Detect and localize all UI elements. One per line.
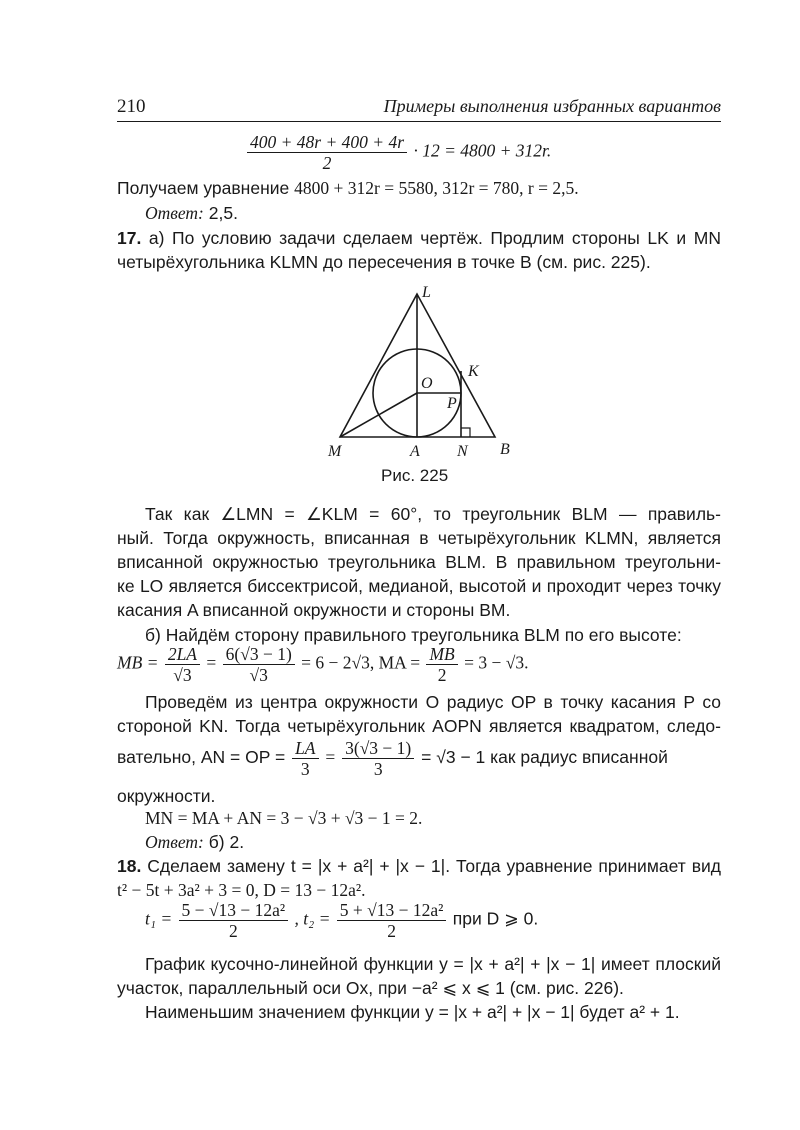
header-rule (117, 121, 721, 122)
para2-f1-num: LA (292, 738, 318, 759)
figure-caption: Рис. 225 (381, 466, 449, 485)
para2-f1-den: 3 (300, 759, 310, 779)
eq-t2-label: , t₂ = (294, 908, 331, 929)
label-O: O (421, 375, 433, 392)
eq-mb-f3-num: MB (426, 644, 457, 665)
eq-mb-lhs: MB = (117, 652, 159, 673)
problem-17-text1: а) По условию задачи сделаем чертёж. Продлим стороны LK и MN (148, 228, 721, 248)
para3-line2: участок, параллельный оси Ox, при −a² ⩽ x ⩽ 1 (см. рис. 226). (117, 978, 624, 998)
para1-line2: ный. Тогда окружность, вписанная в четырёхугольник KLMN, является (117, 528, 721, 548)
para2-line4: окружности. (117, 786, 216, 806)
para2-eq: = (325, 747, 336, 768)
label-K: K (468, 363, 479, 380)
para2-f2-num: 3(√3 − 1) (342, 738, 414, 759)
problem-18-line2: t² − 5t + 3a² + 3 = 0, D = 13 − 12a². (117, 880, 366, 900)
para2-line1: Проведём из центра окружности O радиус OP в точку касания P со (145, 692, 721, 712)
para2-l3-start: вательно, AN = OP = (117, 747, 286, 768)
part-b-line: б) Найдём сторону правильного треугольника BLM по его высоте: (145, 625, 682, 645)
eq-mb-eq: = (206, 652, 217, 673)
label-A: A (410, 443, 420, 460)
eq-mb-f1-num: 2LA (165, 644, 200, 665)
equation-top (245, 132, 551, 173)
label-B: B (500, 441, 510, 458)
problem-17-line1 (117, 226, 721, 250)
eq-t-f2-num: 5 + √13 − 12a² (337, 900, 447, 921)
running-title: Примеры выполнения избранных вариантов (383, 96, 721, 116)
figure-225 (320, 280, 530, 460)
problem-17-number: 17. (117, 228, 142, 248)
label-P: P (447, 395, 457, 412)
problem-17-line2: четырёхугольника KLMN до пересечения в точке B (см. рис. 225). (117, 252, 651, 272)
eq-top-numerator: 400 + 48r + 400 + 4r (247, 132, 407, 153)
eq-mb-end: = 3 − √3. (464, 652, 529, 673)
eq-mb-mid: = 6 − 2√3, MA = (301, 652, 421, 673)
problem-18-number: 18. (117, 856, 142, 876)
answer-17 (145, 830, 721, 854)
para2-f2-den: 3 (373, 759, 383, 779)
answer-17-label: Ответ: (145, 832, 204, 852)
problem-18-line1 (117, 854, 721, 878)
answer-17-value: б) 2. (208, 832, 245, 852)
equation-line-text: Получаем уравнение (117, 178, 295, 198)
eq-top-rest: · 12 = 4800 + 312r. (413, 140, 552, 161)
eq-t-f1-num: 5 − √13 − 12a² (179, 900, 289, 921)
para4-line1: Наименьшим значением функции y = |x + a²| + |x − 1| будет a² + 1. (145, 1002, 680, 1022)
answer-16 (145, 201, 721, 225)
eq-mb-f2-num: 6(√3 − 1) (223, 644, 295, 665)
label-N: N (457, 443, 468, 460)
equation-line (117, 176, 721, 200)
para1-line4: ке LO является биссектрисой, медианой, высотой и проходит через точку (117, 576, 721, 596)
page-number: 210 (117, 96, 146, 117)
para2-line2: стороной KN. Тогда четырёхугольник AOPN является квадратом, следо- (117, 716, 721, 736)
eq-mb-f1-den: √3 (173, 665, 192, 685)
para1-line1: Так как ∠LMN = ∠KLM = 60°, то треугольник BLM — правиль- (145, 504, 721, 524)
label-M: M (328, 443, 342, 460)
equation-line-math: 4800 + 312r = 5580, 312r = 780, r = 2,5. (294, 178, 579, 198)
para1-line5: касания A вписанной окружности и стороны BM. (117, 600, 511, 620)
equation-mn: MN = MA + AN = 3 − √3 + √3 − 1 = 2. (145, 808, 423, 828)
answer-16-value: 2,5. (208, 203, 238, 223)
eq-t1-label: t₁ = (145, 908, 173, 929)
para2-line3 (117, 738, 668, 779)
para1-line3: вписанной окружностью треугольника BLM. В правильном треугольни- (117, 552, 721, 572)
equation-mb (117, 644, 528, 685)
label-L: L (422, 284, 431, 301)
eq-t-f2-den: 2 (387, 921, 396, 941)
right-angle-mark (461, 428, 470, 437)
eq-mb-f3-den: 2 (437, 665, 447, 685)
problem-18-text1: Сделаем замену t = |x + a²| + |x − 1|. Тогда уравнение принимает вид (147, 856, 721, 876)
para2-l3-end: = √3 − 1 как радиус вписанной (421, 747, 668, 768)
para3-line1: График кусочно-линейной функции y = |x + a²| + |x − 1| имеет плоский (145, 954, 721, 974)
eq-mb-f2-den: √3 (249, 665, 268, 685)
equation-t (145, 900, 538, 941)
eq-t-f1-den: 2 (228, 921, 238, 941)
eq-t-end: при D ⩾ 0. (452, 908, 539, 929)
answer-16-label: Ответ: (145, 203, 204, 223)
eq-top-denominator: 2 (322, 153, 332, 173)
